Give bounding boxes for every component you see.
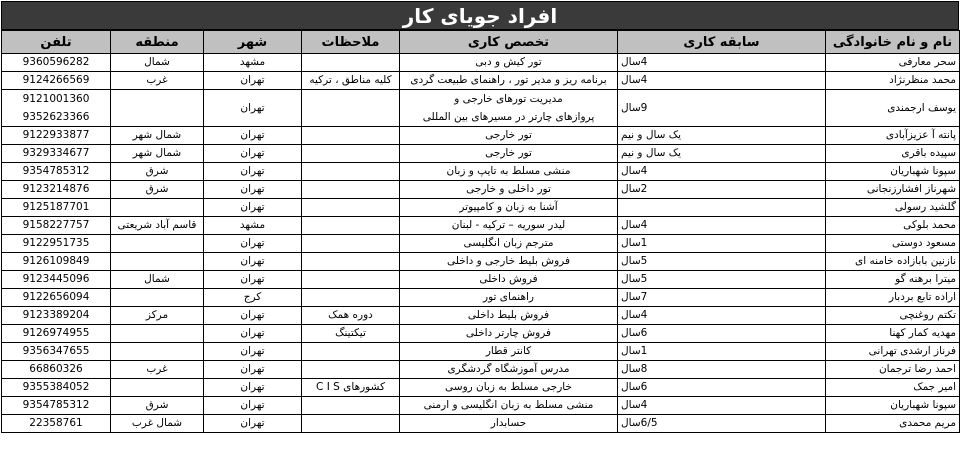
table-body	[2, 54, 960, 433]
table-row	[2, 217, 960, 235]
cell-specialty: حسابدار	[400, 415, 618, 433]
cell-phone: 9122933877	[2, 127, 111, 145]
cell-experience	[618, 199, 826, 217]
phone-line: 9352623366	[22, 111, 90, 123]
table-row	[2, 343, 960, 361]
cell-name: مهدیه کمار کهنا	[826, 325, 960, 343]
cell-city: تهران	[204, 235, 302, 253]
cell-phone: 9122656094	[2, 289, 111, 307]
cell-phone: 9354785312	[2, 163, 111, 181]
cell-specialty: منشی مسلط به تایپ و زبان	[400, 163, 618, 181]
header-city: شهر	[204, 31, 302, 54]
cell-notes: دوره همک	[302, 307, 400, 325]
cell-specialty: خارجی مسلط به زبان روسی	[400, 379, 618, 397]
cell-city: تهران	[204, 343, 302, 361]
cell-notes	[302, 271, 400, 289]
cell-notes	[302, 397, 400, 415]
cell-region	[111, 90, 204, 127]
cell-specialty: فروش چارتر داخلی	[400, 325, 618, 343]
jobseekers-table	[1, 30, 960, 433]
cell-phone: 9123389204	[2, 307, 111, 325]
cell-phone	[2, 90, 111, 127]
cell-phone: 9158227757	[2, 217, 111, 235]
page-title: افراد جویای کار	[1, 1, 959, 30]
cell-region: شمال	[111, 54, 204, 72]
cell-experience: 5سال	[618, 271, 826, 289]
cell-phone: 9125187701	[2, 199, 111, 217]
cell-city: تهران	[204, 145, 302, 163]
cell-specialty: فروش بلیط خارجی و داخلی	[400, 253, 618, 271]
cell-name: سپونا شهباریان	[826, 163, 960, 181]
cell-region: شمال شهر	[111, 145, 204, 163]
cell-phone: 9355384052	[2, 379, 111, 397]
cell-city: تهران	[204, 271, 302, 289]
table-row	[2, 181, 960, 199]
cell-phone: 9122951735	[2, 235, 111, 253]
cell-phone: 9360596282	[2, 54, 111, 72]
cell-notes	[302, 217, 400, 235]
cell-city: تهران	[204, 325, 302, 343]
cell-name: فرناز ارشدی تهرانی	[826, 343, 960, 361]
cell-region	[111, 199, 204, 217]
header-experience: سابقه کاری	[618, 31, 826, 54]
cell-phone: 66860326	[2, 361, 111, 379]
cell-experience: 2سال	[618, 181, 826, 199]
header-row	[2, 31, 960, 54]
cell-specialty: برنامه ریز و مدیر تور ، راهنمای طبیعت گردی	[400, 72, 618, 90]
header-region: منطقه	[111, 31, 204, 54]
cell-city: تهران	[204, 361, 302, 379]
header-phone: تلفن	[2, 31, 111, 54]
cell-experience: یک سال و نیم	[618, 127, 826, 145]
cell-name: امیر جمک	[826, 379, 960, 397]
cell-notes	[302, 415, 400, 433]
cell-specialty: فروش بلیط داخلی	[400, 307, 618, 325]
cell-region: غرب	[111, 72, 204, 90]
cell-phone: 9123445096	[2, 271, 111, 289]
table-row	[2, 397, 960, 415]
cell-notes: تیکتینگ	[302, 325, 400, 343]
cell-specialty: تور خارجی	[400, 145, 618, 163]
table-row	[2, 199, 960, 217]
cell-notes	[302, 54, 400, 72]
cell-specialty	[400, 90, 618, 127]
cell-experience: 5سال	[618, 253, 826, 271]
cell-experience: 9سال	[618, 90, 826, 127]
cell-name: تکتم روغنچی	[826, 307, 960, 325]
cell-region	[111, 379, 204, 397]
header-notes: ملاحظات	[302, 31, 400, 54]
cell-notes	[302, 181, 400, 199]
cell-experience: 4سال	[618, 72, 826, 90]
cell-city: تهران	[204, 199, 302, 217]
cell-specialty: مترجم زبان انگلیسی	[400, 235, 618, 253]
cell-specialty: فروش داخلی	[400, 271, 618, 289]
cell-notes	[302, 235, 400, 253]
cell-name: نازنین بابازاده خامنه ای	[826, 253, 960, 271]
table-row	[2, 361, 960, 379]
specialty-line: پروازهای چارتر در مسیرهای بین المللی	[422, 111, 595, 123]
table-row	[2, 235, 960, 253]
cell-phone: 9356347655	[2, 343, 111, 361]
cell-city: مشهد	[204, 54, 302, 72]
cell-region: قاسم آباد شریعتی	[111, 217, 204, 235]
table-row	[2, 289, 960, 307]
cell-region	[111, 343, 204, 361]
cell-name: پانته آ عزیزآبادی	[826, 127, 960, 145]
cell-specialty: آشنا به زبان و کامپیوتر	[400, 199, 618, 217]
cell-name: شهرناز افشارزنجانی	[826, 181, 960, 199]
cell-region: شمال شهر	[111, 127, 204, 145]
cell-experience: 4سال	[618, 163, 826, 181]
cell-notes: کشورهای C I S	[302, 379, 400, 397]
cell-region	[111, 325, 204, 343]
cell-region	[111, 253, 204, 271]
header-name: نام و نام خانوادگی	[826, 31, 960, 54]
cell-city: تهران	[204, 253, 302, 271]
cell-city: تهران	[204, 90, 302, 127]
cell-notes	[302, 163, 400, 181]
cell-name: مسعود دوستی	[826, 235, 960, 253]
cell-experience: 6سال	[618, 379, 826, 397]
phone-line: 9121001360	[22, 93, 90, 105]
cell-region	[111, 289, 204, 307]
cell-experience: 7سال	[618, 289, 826, 307]
cell-name: احمد رضا ترجمان	[826, 361, 960, 379]
cell-notes	[302, 127, 400, 145]
cell-phone: 9124266569	[2, 72, 111, 90]
cell-notes	[302, 253, 400, 271]
header-specialty: تخصص کاری	[400, 31, 618, 54]
table-row	[2, 271, 960, 289]
cell-name: یوسف ارجمندی	[826, 90, 960, 127]
cell-experience: 6سال	[618, 325, 826, 343]
cell-notes	[302, 199, 400, 217]
cell-city: کرج	[204, 289, 302, 307]
cell-experience: 4سال	[618, 397, 826, 415]
specialty-line: مدیریت تورهای خارجی و	[454, 93, 563, 105]
cell-specialty: منشی مسلط به زبان انگلیسی و ارمنی	[400, 397, 618, 415]
table-row	[2, 325, 960, 343]
table-row	[2, 415, 960, 433]
table-row	[2, 163, 960, 181]
cell-notes	[302, 343, 400, 361]
cell-name: مریم محمدی	[826, 415, 960, 433]
cell-name: گلشید رسولی	[826, 199, 960, 217]
cell-notes	[302, 90, 400, 127]
cell-region	[111, 235, 204, 253]
cell-specialty: مدرس آموزشگاه گردشگری	[400, 361, 618, 379]
cell-phone: 22358761	[2, 415, 111, 433]
table-row	[2, 127, 960, 145]
cell-specialty: تور کیش و دبی	[400, 54, 618, 72]
cell-name: محمد منظرنژاد	[826, 72, 960, 90]
cell-experience: یک سال و نیم	[618, 145, 826, 163]
cell-city: تهران	[204, 127, 302, 145]
cell-region: شرق	[111, 181, 204, 199]
cell-specialty: لیدر سوریه – ترکیه - لبنان	[400, 217, 618, 235]
cell-city: تهران	[204, 181, 302, 199]
cell-phone: 9123214876	[2, 181, 111, 199]
cell-name: اراده تابع بردبار	[826, 289, 960, 307]
cell-specialty: تور داخلی و خارجی	[400, 181, 618, 199]
cell-name: میترا برهنه گو	[826, 271, 960, 289]
cell-specialty: کانتر قطار	[400, 343, 618, 361]
cell-experience: 4سال	[618, 307, 826, 325]
table-row	[2, 307, 960, 325]
cell-region: غرب	[111, 361, 204, 379]
cell-name: سپونا شهباریان	[826, 397, 960, 415]
cell-city: مشهد	[204, 217, 302, 235]
cell-city: تهران	[204, 307, 302, 325]
table-row	[2, 90, 960, 127]
cell-region: شمال	[111, 271, 204, 289]
cell-city: تهران	[204, 72, 302, 90]
cell-phone: 9126974955	[2, 325, 111, 343]
cell-notes	[302, 145, 400, 163]
cell-notes: کلیه مناطق ، ترکیه	[302, 72, 400, 90]
cell-experience: 1سال	[618, 235, 826, 253]
table-row	[2, 145, 960, 163]
cell-name: سپیده باقری	[826, 145, 960, 163]
cell-city: تهران	[204, 415, 302, 433]
cell-region: مرکز	[111, 307, 204, 325]
cell-region: شمال غرب	[111, 415, 204, 433]
table-row	[2, 72, 960, 90]
cell-phone: 9354785312	[2, 397, 111, 415]
cell-city: تهران	[204, 379, 302, 397]
cell-specialty: راهنمای تور	[400, 289, 618, 307]
cell-city: تهران	[204, 397, 302, 415]
cell-name: سحر معارفی	[826, 54, 960, 72]
cell-region: شرق	[111, 163, 204, 181]
cell-notes	[302, 289, 400, 307]
table-row	[2, 253, 960, 271]
cell-experience: 8سال	[618, 361, 826, 379]
cell-name: محمد بلوکی	[826, 217, 960, 235]
cell-experience: 4سال	[618, 54, 826, 72]
cell-experience: 6/5سال	[618, 415, 826, 433]
cell-city: تهران	[204, 163, 302, 181]
cell-region: شرق	[111, 397, 204, 415]
cell-specialty: تور خارجی	[400, 127, 618, 145]
cell-phone: 9329334677	[2, 145, 111, 163]
cell-phone: 9126109849	[2, 253, 111, 271]
cell-experience: 4سال	[618, 217, 826, 235]
table-row	[2, 54, 960, 72]
cell-experience: 1سال	[618, 343, 826, 361]
table-row	[2, 379, 960, 397]
cell-notes	[302, 361, 400, 379]
